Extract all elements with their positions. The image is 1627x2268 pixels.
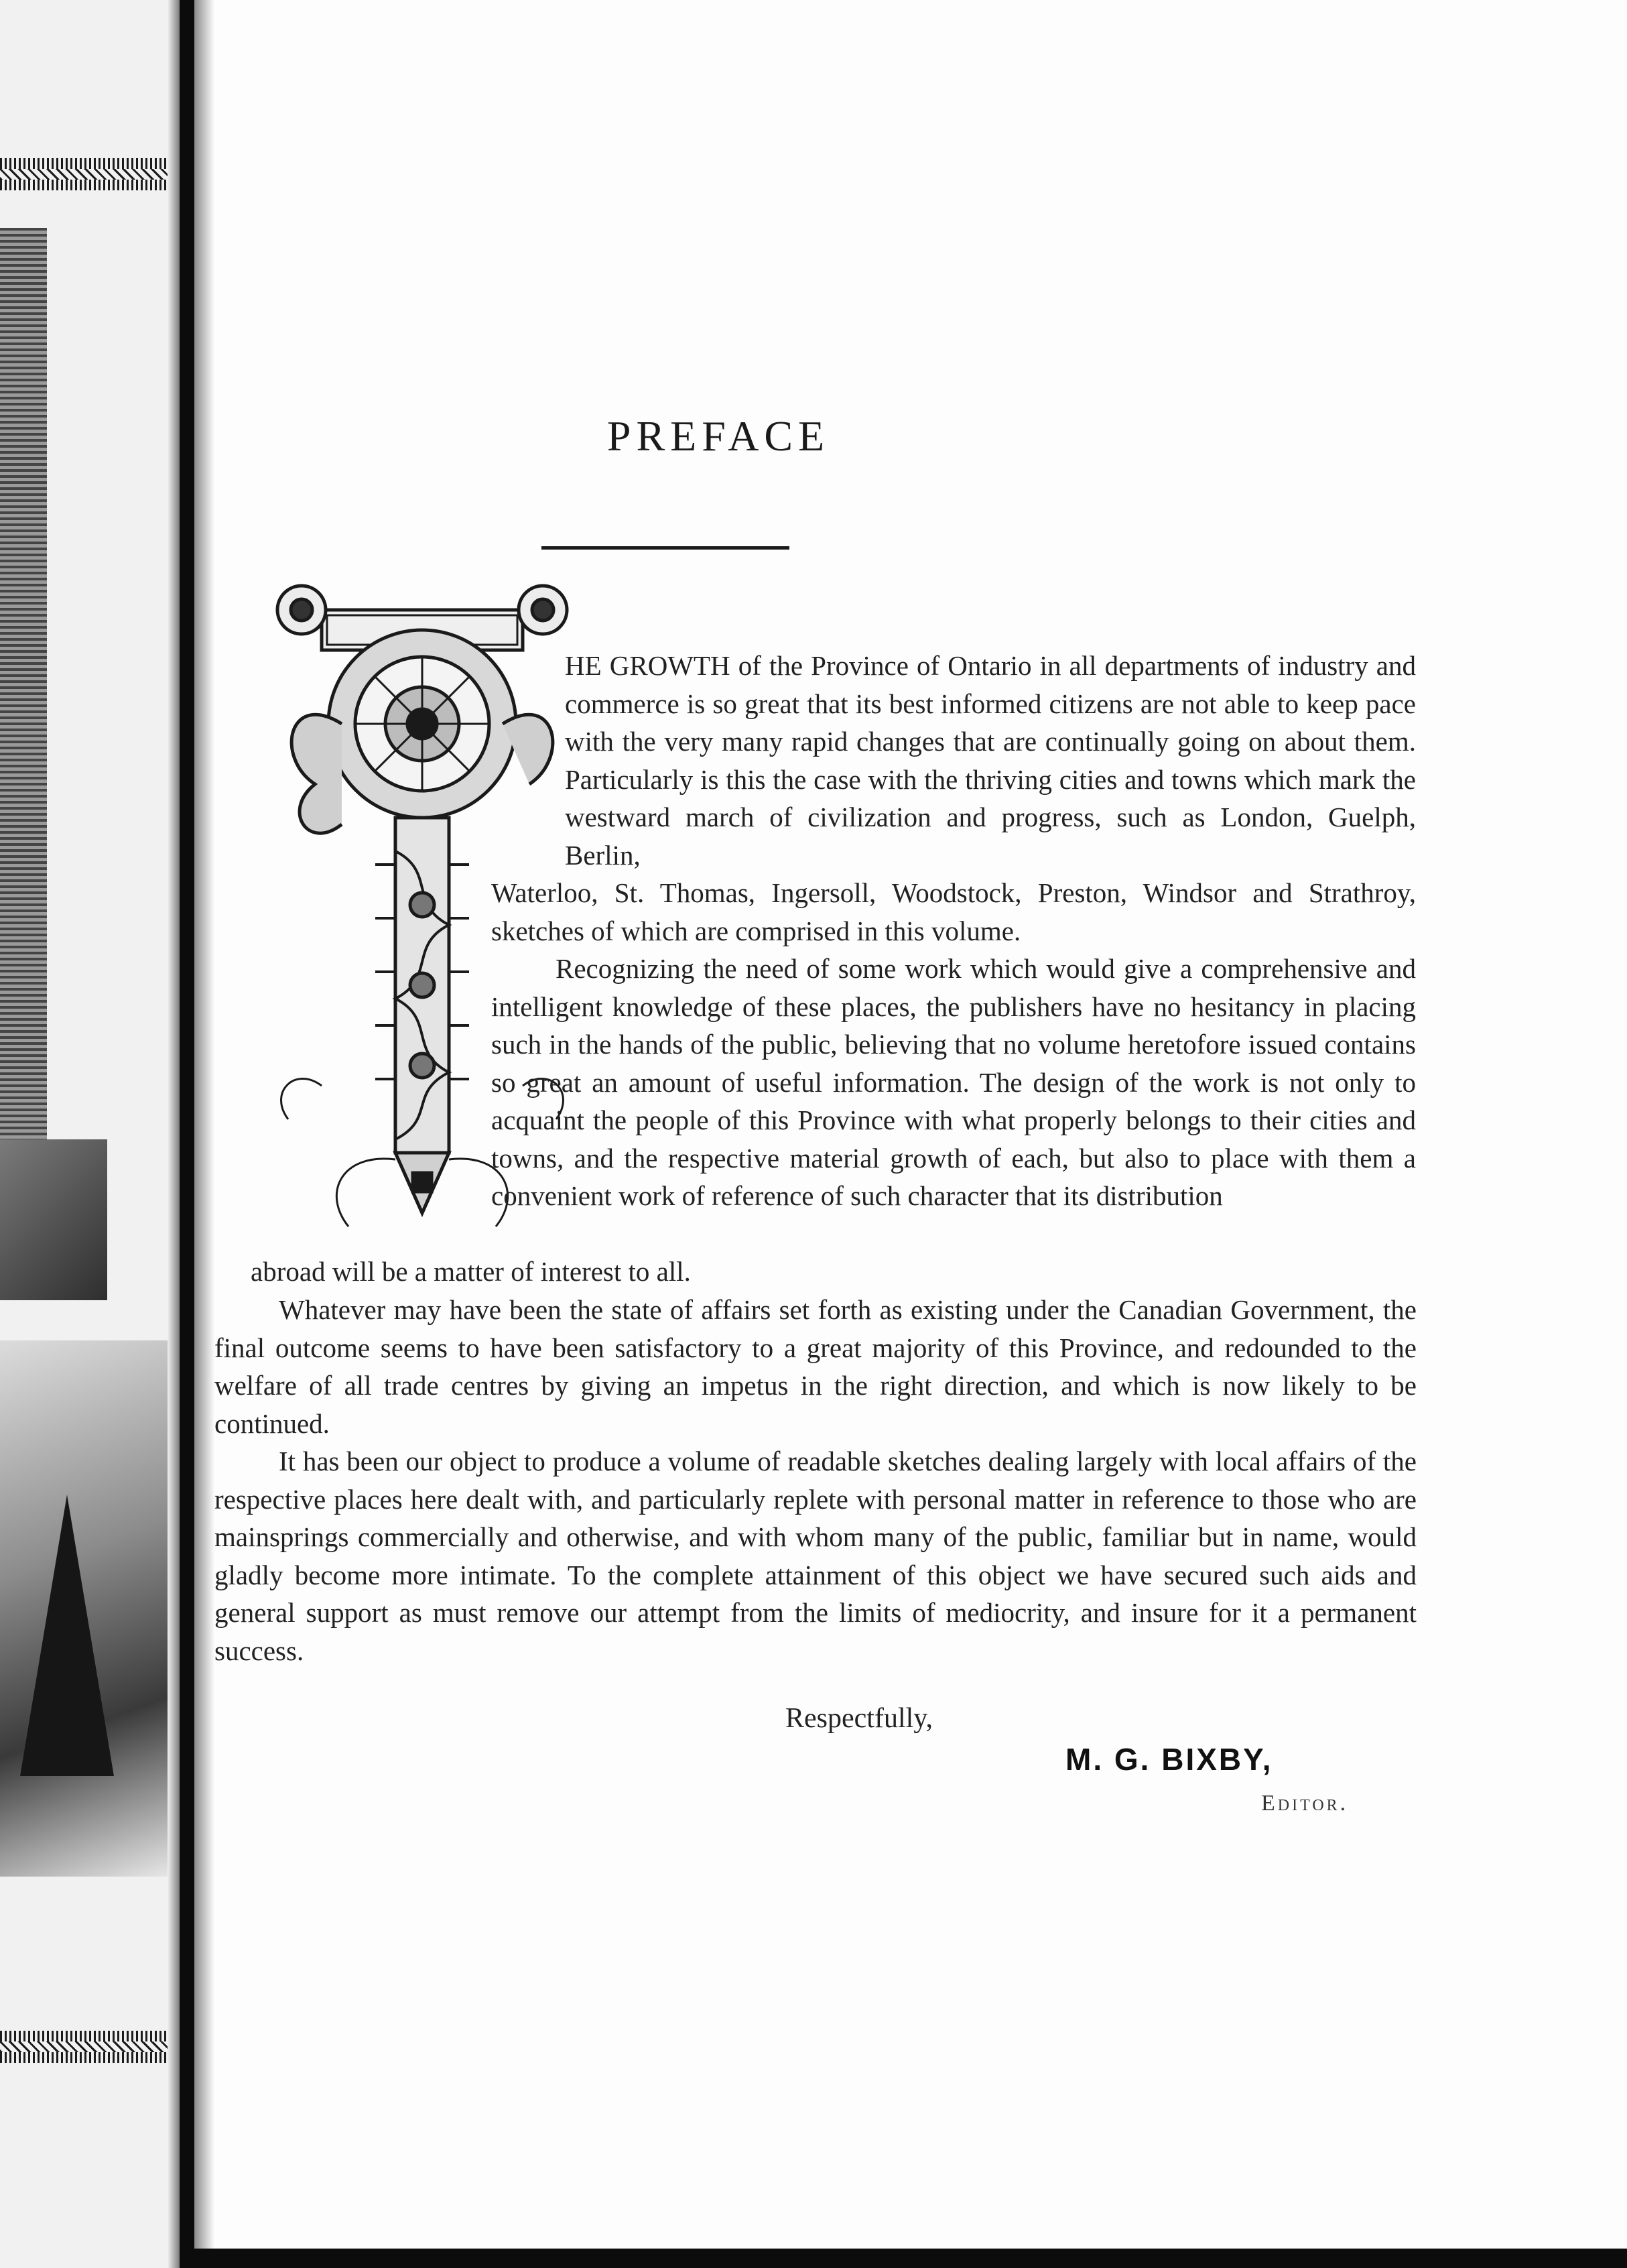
paragraph-3 (214, 1291, 1417, 1442)
closing-salutation: Respectfully, (785, 1703, 933, 1734)
ornamental-border-top (0, 158, 180, 190)
paragraph-2-last-line-text: abroad will be a matter of interest to all. (251, 1256, 691, 1287)
page-edge-shadow (194, 0, 214, 2249)
tree-illustration (20, 1495, 114, 1776)
paragraph-1-opening (565, 647, 1416, 874)
title-rule (541, 546, 789, 550)
gutter-shadow (168, 0, 180, 2268)
illustration-box (0, 1139, 107, 1300)
paragraph-1-continuation-text: Waterloo, St. Thomas, Ingersoll, Woodstock, Preston, Windsor and Strathroy, sketches of which are comprised in this volume. (491, 877, 1416, 946)
paragraph-4 (214, 1442, 1417, 1670)
signature-role: Editor. (1261, 1791, 1349, 1816)
paragraph-1-opening-text: HE GROWTH of the Province of Ontario in all departments of industry and commerce is so great that its best informed citizens are not able to keep pace with the very many rapid changes that are continually going on about them. Particularly is this the case with the thriving cities and towns which mark the westward march of civilization and progress, such as London, Guelph, Berlin, (565, 650, 1416, 871)
paragraph-2 (491, 950, 1416, 1215)
paragraph-3-text: Whatever may have been the state of affairs set forth as existing under the Canadian Government, the final outcome seems to have been satisfactory to a great majority of this Province, and redounded to the welfare of all trade centres by giving an impetus in the right direction, and which is now likely to be continued. (214, 1294, 1417, 1439)
page-title: PREFACE (606, 412, 830, 460)
illustration-photos (0, 1340, 168, 1877)
paragraph-2-last-line (251, 1253, 1417, 1291)
paragraph-4-text: It has been our object to produce a volume of readable sketches dealing largely with local affairs of the respective places here dealt with, and particularly replete with personal matter in reference to those who are mainsprings commercially and otherwise, and with whom many of the public, familiar but in name, would gladly become more intimate. To the complete attainment of this object we have secured such aids and general support as must remove our attempt from the limits of mediocrity, and insure for it a permanent success. (214, 1446, 1417, 1666)
ornamental-border-bottom (0, 2031, 180, 2063)
paragraph-1-continuation (491, 874, 1416, 950)
paragraph-2-text: Recognizing the need of some work which would give a comprehensive and intelligent knowledge of these places, the publishers have no hesitancy in placing such in the hands of the public, believing that no volume heretofore issued contains so great an amount of useful information. The design of the work is not only to acquaint the people of this Province with what properly belongs to their cities and towns, and the respective material growth of each, but also to place with them a convenient work of reference of such character that its distribution (491, 953, 1416, 1211)
signature-name: M. G. BIXBY, (1065, 1742, 1273, 1777)
facing-page (0, 0, 180, 2268)
